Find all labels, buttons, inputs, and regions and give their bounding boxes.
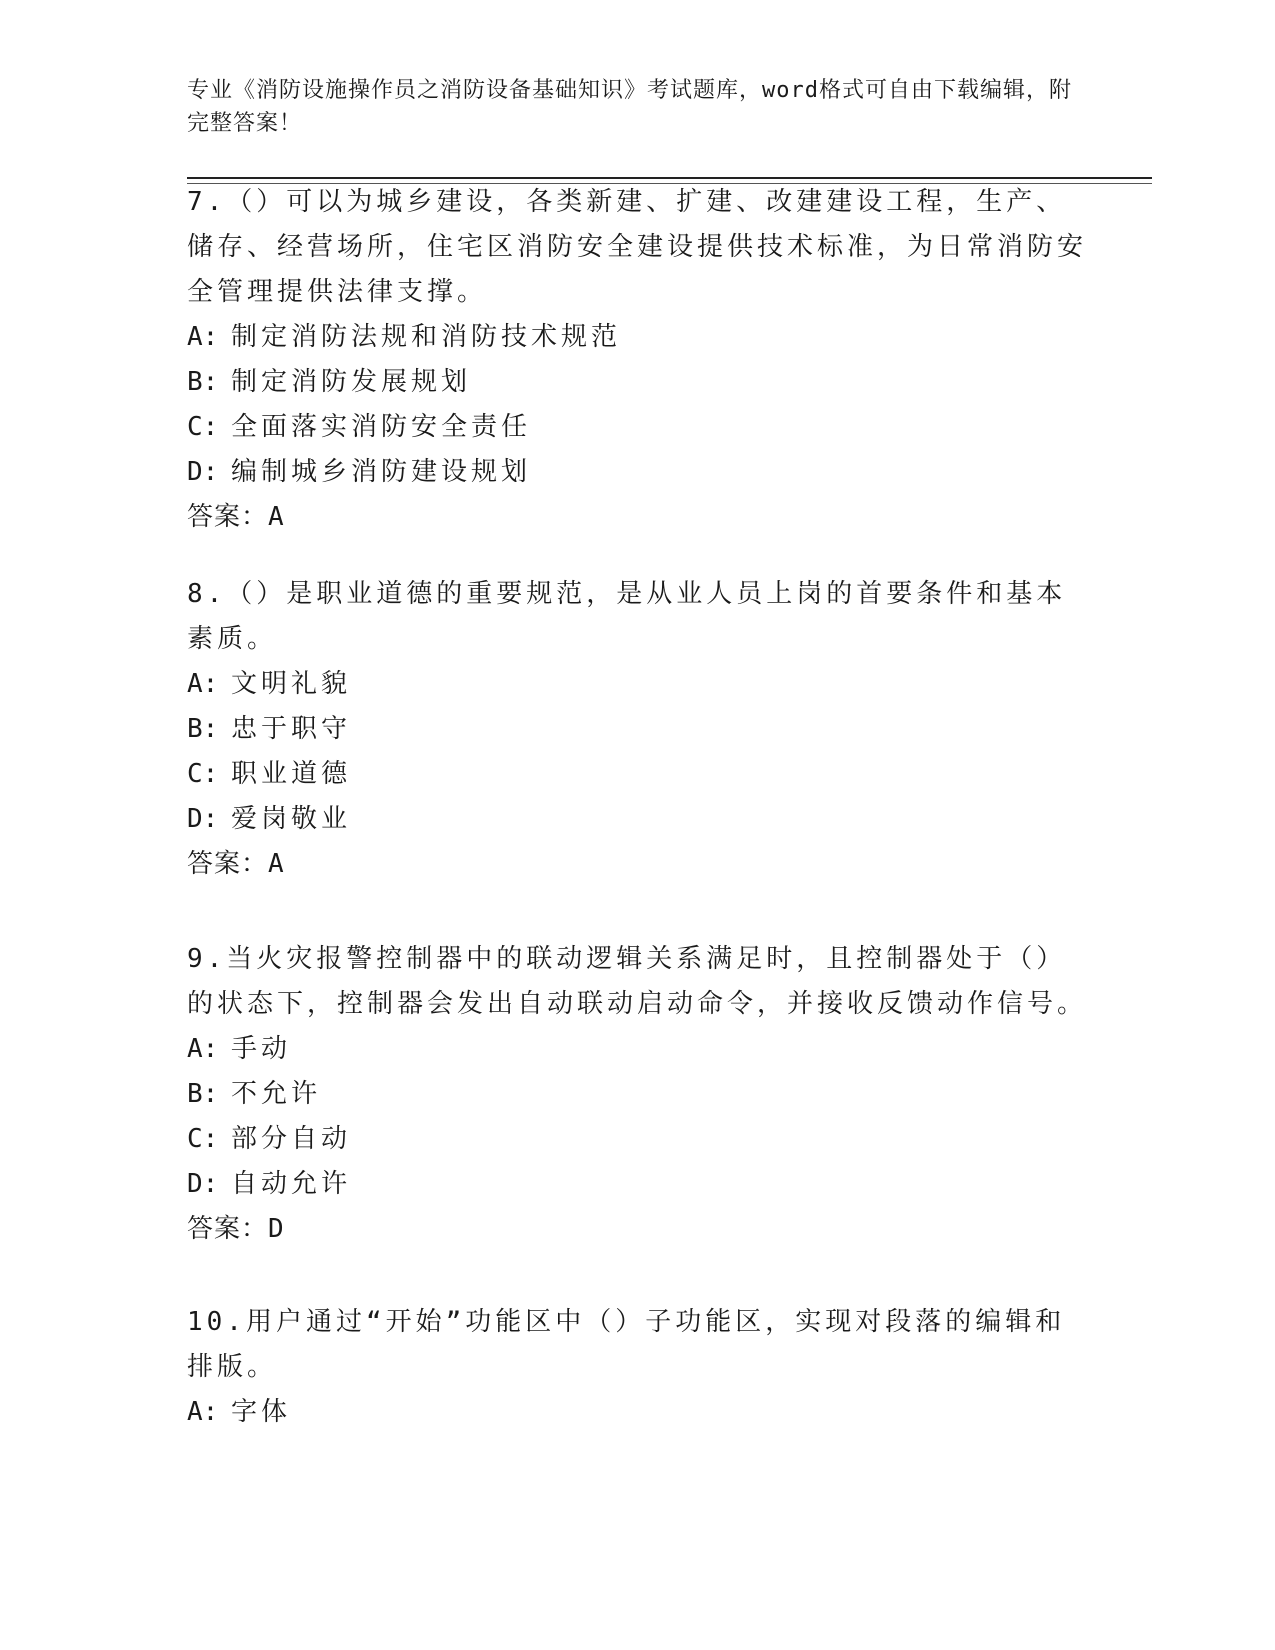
question-stem: 9.当火灾报警控制器中的联动逻辑关系满足时，且控制器处于（）的状态下，控制器会发出自动联动启动命令，并接收反馈动作信号。	[187, 944, 1088, 1019]
option-text: 制定消防法规和消防技术规范	[231, 322, 622, 352]
answer-value: D	[268, 1214, 285, 1244]
option-a	[187, 662, 1087, 707]
option-text: 自动允许	[231, 1169, 352, 1199]
option-b	[187, 707, 1087, 752]
option-key: C:	[187, 412, 219, 442]
answer-value: A	[268, 849, 285, 879]
option-d	[187, 797, 1087, 842]
option-a	[187, 1027, 1087, 1072]
answer-label: 答案：	[187, 1214, 269, 1244]
option-c	[187, 405, 1087, 450]
option-key: B:	[187, 714, 219, 744]
option-text: 编制城乡消防建设规划	[231, 457, 532, 487]
option-key: D:	[187, 457, 219, 487]
option-key: A:	[187, 669, 219, 699]
option-text: 全面落实消防安全责任	[231, 412, 532, 442]
question-stem: 8.（）是职业道德的重要规范，是从业人员上岗的首要条件和基本素质。	[187, 579, 1067, 654]
option-key: B:	[187, 1079, 219, 1109]
option-c	[187, 1117, 1087, 1162]
option-b	[187, 1072, 1087, 1117]
option-a	[187, 1390, 1087, 1435]
option-text: 部分自动	[231, 1124, 352, 1154]
option-text: 手动	[231, 1034, 292, 1064]
option-key: A:	[187, 1034, 219, 1064]
option-d	[187, 1162, 1087, 1207]
option-key: B:	[187, 367, 219, 397]
question-7	[187, 180, 1087, 540]
option-text: 忠于职守	[231, 714, 352, 744]
option-text: 制定消防发展规划	[231, 367, 472, 397]
question-9	[187, 937, 1087, 1252]
option-key: C:	[187, 759, 219, 789]
option-text: 文明礼貌	[231, 669, 352, 699]
option-a	[187, 315, 1087, 360]
option-d	[187, 450, 1087, 495]
question-10	[187, 1300, 1087, 1435]
answer-value: A	[268, 502, 285, 532]
answer-label: 答案：	[187, 849, 269, 879]
option-key: D:	[187, 804, 219, 834]
option-b	[187, 360, 1087, 405]
option-text: 职业道德	[231, 759, 352, 789]
option-key: A:	[187, 322, 219, 352]
answer-label: 答案：	[187, 502, 269, 532]
option-text: 不允许	[231, 1079, 322, 1109]
option-c	[187, 752, 1087, 797]
header-divider-thick	[187, 177, 1152, 179]
option-key: A:	[187, 1397, 219, 1427]
option-text: 爱岗敬业	[231, 804, 352, 834]
question-stem: 10.用户通过“开始”功能区中（）子功能区，实现对段落的编辑和排版。	[187, 1307, 1066, 1382]
answer-line	[187, 1207, 1087, 1252]
option-text: 字体	[231, 1397, 292, 1427]
document-intro: 专业《消防设施操作员之消防设备基础知识》考试题库，word格式可自由下载编辑，附完整答案！	[187, 78, 1072, 136]
option-key: D:	[187, 1169, 219, 1199]
option-key: C:	[187, 1124, 219, 1154]
question-stem: 7.（）可以为城乡建设，各类新建、扩建、改建建设工程，生产、储存、经营场所，住宅区消防安全建设提供技术标准，为日常消防安全管理提供法律支撑。	[187, 187, 1088, 307]
answer-line	[187, 842, 1087, 887]
question-8	[187, 572, 1087, 887]
answer-line	[187, 495, 1087, 540]
